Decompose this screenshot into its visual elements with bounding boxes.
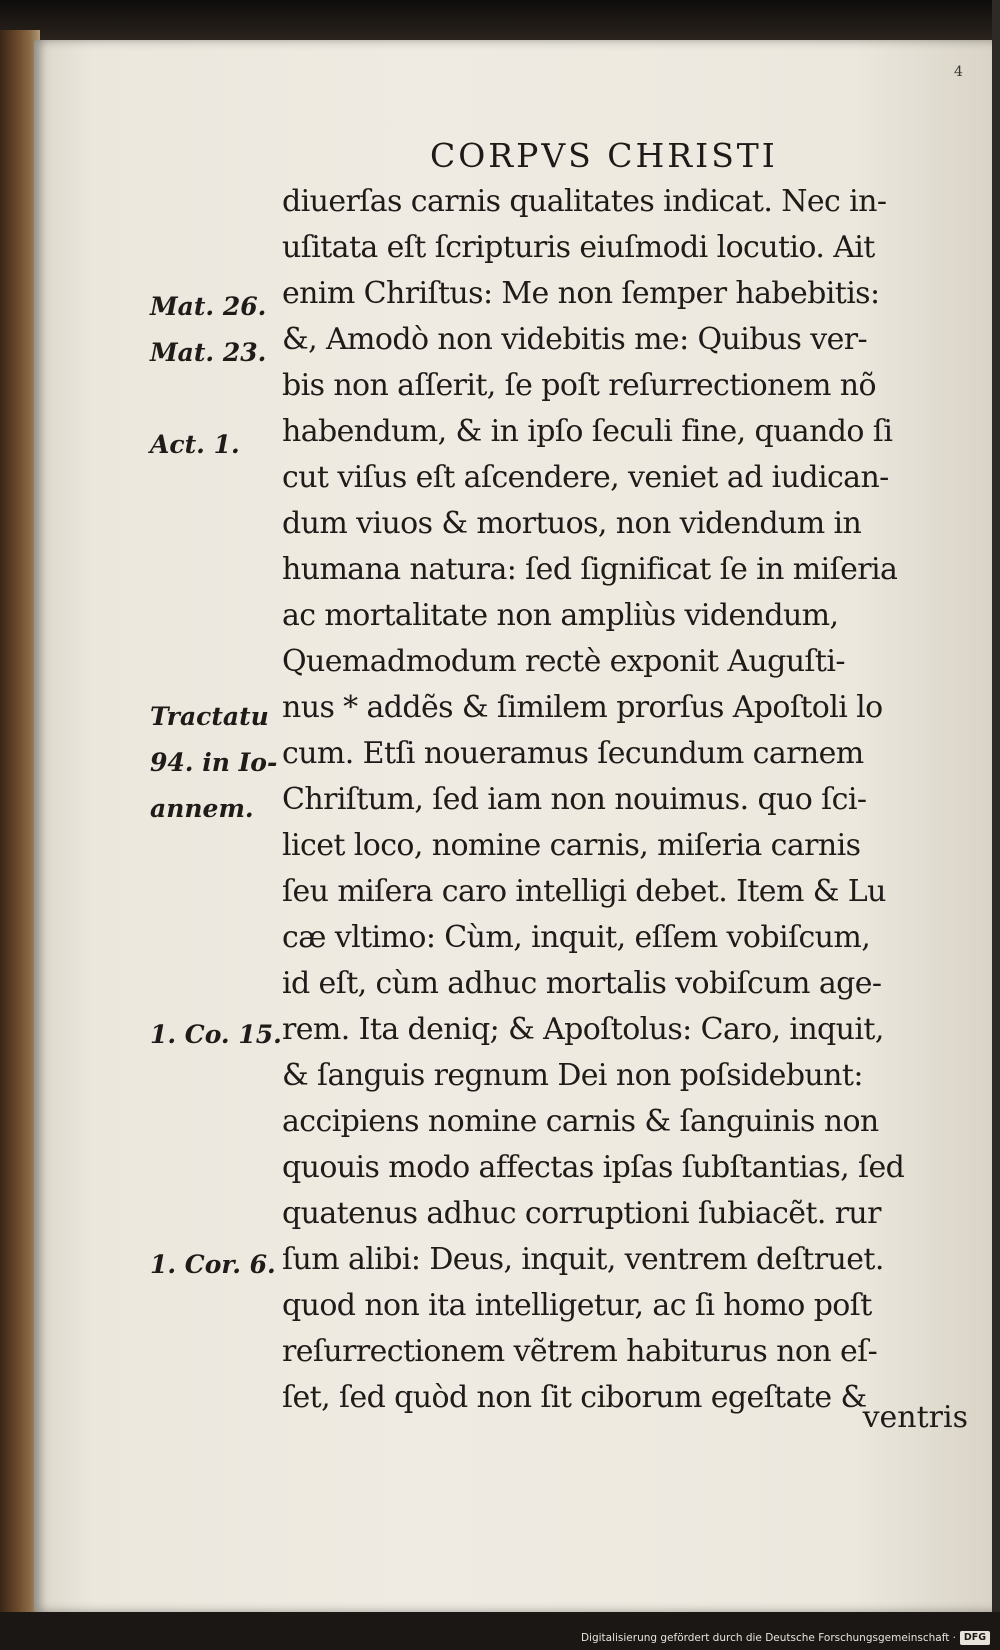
text-line: licet loco, nomine carnis, miſeria carnis [282, 828, 861, 863]
text-line: habendum, & in ipſo ſeculi fine, quando ſi [282, 414, 893, 449]
catchword: ventris [862, 1400, 968, 1435]
text-line: Quemadmodum rectè exponit Auguſti- [282, 644, 845, 679]
text-line: ſet, ſed quòd non ſit ciborum egeſtate & [282, 1380, 867, 1415]
text-line: enim Chriſtus: Me non ſemper habebitis: [282, 276, 880, 311]
margin-note: Tractatu [150, 702, 269, 731]
dfg-logo: DFG [960, 1631, 990, 1645]
margin-note: annem. [150, 794, 254, 823]
text-line: uſitata eſt ſcripturis eiuſmodi locutio. Ait [282, 230, 875, 265]
text-line: &, Amodò non videbitis me: Quibus ver- [282, 322, 868, 357]
text-line: quod non ita intelligetur, ac ſi homo poſt [282, 1288, 872, 1323]
text-line: id eſt, cùm adhuc mortalis vobiſcum age- [282, 966, 882, 1001]
text-line: ſeu miſera caro intelligi debet. Item & Lu [282, 874, 886, 909]
margin-note: 94. in Io- [150, 748, 278, 777]
text-line: ſum alibi: Deus, inquit, ventrem deſtruet. [282, 1242, 884, 1277]
text-line: accipiens nomine carnis & ſanguinis non [282, 1104, 879, 1139]
margin-note: 1. Cor. 6. [150, 1250, 276, 1279]
folio-number: 4 [954, 64, 963, 80]
text-line: quatenus adhuc corruptioni ſubiacẽt. rur [282, 1196, 881, 1231]
text-line: Chriſtum, ſed iam non nouimus. quo ſci- [282, 782, 867, 817]
text-line: dum viuos & mortuos, non videndum in [282, 506, 862, 541]
text-line: cæ vltimo: Cùm, inquit, eſſem vobiſcum, [282, 920, 871, 955]
top-shadow [0, 0, 1000, 40]
margin-note: Mat. 23. [150, 338, 267, 367]
text-line: ac mortalitate non ampliùs videndum, [282, 598, 839, 633]
text-line: reſurrectionem vẽtrem habiturus non eſ- [282, 1334, 878, 1369]
text-line: bis non aſſerit, ſe poſt reſurrectionem nõ [282, 368, 876, 403]
bottom-band [0, 1612, 1000, 1650]
text-line: & ſanguis regnum Dei non poſsidebunt: [282, 1058, 863, 1093]
text-line: humana natura: ſed ſignificat ſe in miſeria [282, 552, 898, 587]
digitization-credit: Digitalisierung gefördert durch die Deutsche Forschungsgemeinschaft · [580, 1632, 956, 1644]
text-line: cum. Etſi noueramus ſecundum carnem [282, 736, 864, 771]
margin-note: 1. Co. 15. [150, 1020, 282, 1049]
text-line: nus * addẽs & ſimilem prorſus Apoſtoli lo [282, 690, 883, 725]
right-edge [992, 0, 1000, 1650]
text-line: quouis modo affectas ipſas ſubſtantias, ſed [282, 1150, 905, 1185]
text-line: cut viſus eſt aſcendere, veniet ad iudican- [282, 460, 889, 495]
margin-note: Mat. 26. [150, 292, 267, 321]
margin-note: Act. 1. [150, 430, 240, 459]
text-line: diuerſas carnis qualitates indicat. Nec in- [282, 184, 887, 219]
text-line: rem. Ita deniq; & Apoſtolus: Caro, inquit, [282, 1012, 884, 1047]
running-head: CORPVS CHRISTI [430, 136, 778, 175]
